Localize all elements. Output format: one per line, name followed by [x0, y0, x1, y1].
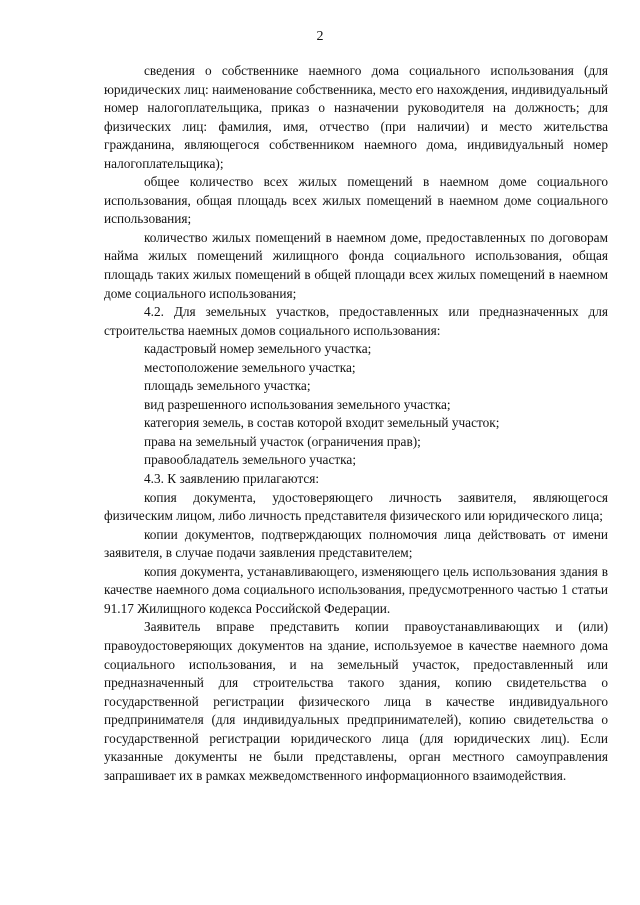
paragraph-owner-info: сведения о собственнике наемного дома социального использования (для юридических лиц: наименование собственника, место его нахождения, индивидуальный номер налогоплательщика, приказ о назначении руководителя на должность; для физических лиц: фамилия, имя, отчество (при наличии) и место жительства гражданина, являющегося собственником наемного дома, индивидуальный номер налогоплательщика);	[104, 63, 608, 171]
list-item-purpose-document: копия документа, устанавливающего, изменяющего цель использования здания в качестве наемного дома социального использования, предусмотренного частью 1 статьи 91.17 Жилищного кодекса Российской Федерации.	[104, 563, 608, 616]
list-item-area: площадь земельного участка;	[144, 378, 311, 394]
body-text	[104, 62, 608, 785]
paragraph-4-3-heading: 4.3. К заявлению прилагаются:	[144, 471, 320, 487]
page-number: 2	[316, 29, 324, 44]
list-item-authority-documents: копии документов, подтверждающих полномочия лица действовать от имени заявителя, в случае подачи заявления представителем;	[104, 526, 608, 561]
list-item-location: местоположение земельного участка;	[144, 359, 356, 375]
paragraph-applicant-rights: Заявитель вправе представить копии правоустанавливающих и (или) правоудостоверяющих документов на здание, используемое в качестве наемного дома социального использования, и на земельный участок, предоставленный или предназначенный для строительства такого здания, копию свидетельства о государственной регистрации физического лица в качестве индивидуального предпринимателя (для индивидуальных предпринимателей), копию свидетельства о государственной регистрации юридического лица (для юридических лиц). Если указанные документы не были представлены, орган местного самоуправления запрашивает их в рамках межведомственного информационного взаимодействия.	[104, 619, 608, 783]
paragraph-4-2-heading: 4.2. Для земельных участков, предоставленных или предназначенных для строительства наемных домов социального использования:	[104, 304, 608, 338]
list-item-identity-document: копия документа, удостоверяющего личность заявителя, являющегося физическим лицом, либо личность представителя физического или юридического лица;	[104, 489, 608, 524]
list-item-cadastral-number: кадастровый номер земельного участка;	[144, 341, 372, 357]
list-item-land-category: категория земель, в состав которой входит земельный участок;	[144, 415, 500, 431]
list-item-permitted-use: вид разрешенного использования земельного участка;	[144, 396, 451, 412]
paragraph-total-premises: общее количество всех жилых помещений в наемном доме социального использования, общая площадь всех жилых помещений в наемном доме социального использования;	[104, 174, 608, 227]
paragraph-leased-premises: количество жилых помещений в наемном доме, предоставленных по договорам найма жилых помещений жилищного фонда социального использования, общая площадь таких жилых помещений в общей площади всех жилых помещений в наемном доме социального использования;	[104, 229, 608, 301]
list-item-right-holder: правообладатель земельного участка;	[144, 452, 357, 468]
list-item-land-rights: права на земельный участок (ограничения прав);	[144, 433, 421, 449]
